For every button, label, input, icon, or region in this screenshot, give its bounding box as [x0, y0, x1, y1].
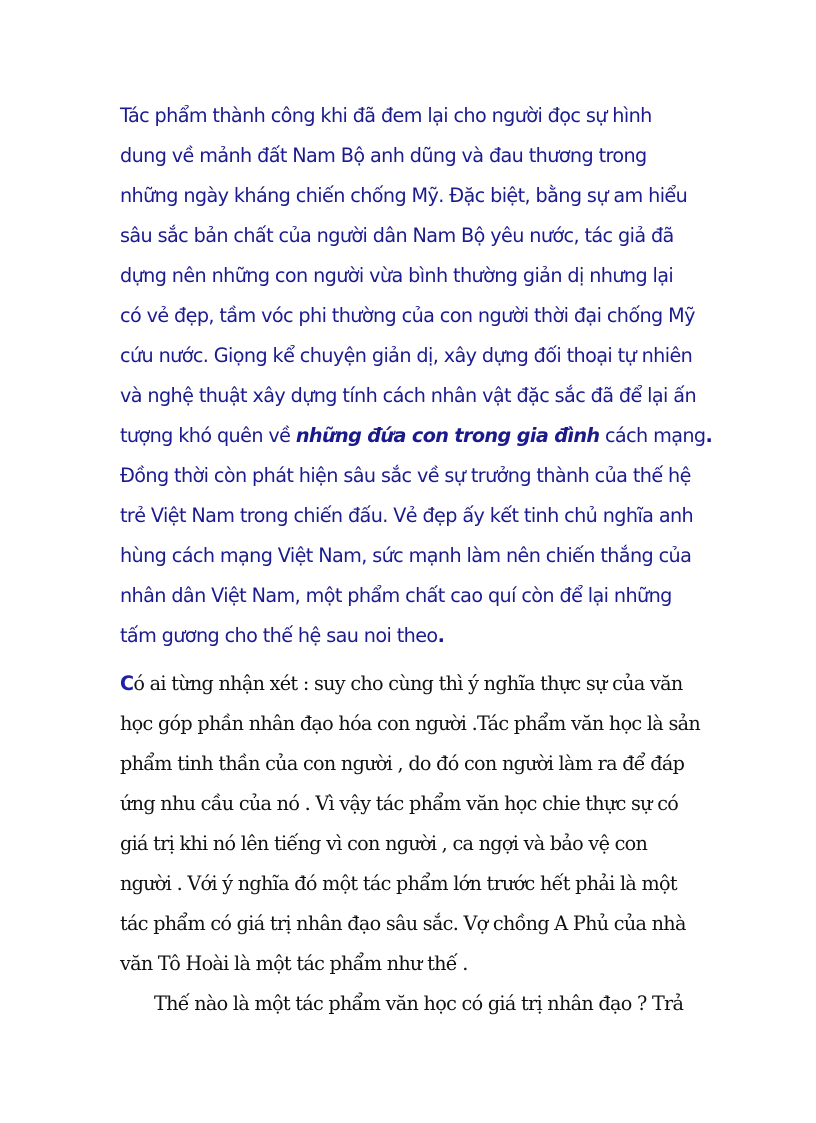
text-run: Thế nào là một tác phẩm văn học có giá trị nhân đạo ? Trả — [154, 992, 684, 1015]
paragraph-question — [120, 984, 720, 1024]
text-line: văn Tô Hoài là một tác phẩm như thế . — [120, 952, 468, 975]
text-run: tượng khó quên về — [120, 424, 296, 447]
text-line: những ngày kháng chiến chống Mỹ. Đặc biệt, bằng sự am hiểu — [120, 184, 688, 207]
text-run: cách mạng — [599, 424, 706, 447]
text-line: nhân dân Việt Nam, một phẩm chất cao quí còn để lại những — [120, 584, 672, 607]
text-line: hùng cách mạng Việt Nam, sức mạnh làm nên chiến thắng của — [120, 544, 692, 567]
text-line: học góp phần nhân đạo hóa con người .Tác phẩm văn học là sản — [120, 712, 700, 735]
text-line: sâu sắc bản chất của người dân Nam Bộ yêu nước, tác giả đã — [120, 224, 674, 247]
text-line: người . Với ý nghĩa đó một tác phẩm lớn trước hết phải là một — [120, 872, 677, 895]
emphasized-title: những đứa con trong gia đình — [295, 424, 600, 447]
text-line: Đồng thời còn phát hiện sâu sắc về sự trưởng thành của thế hệ — [120, 464, 691, 487]
text-run: ó ai từng nhận xét : suy cho cùng thì ý nghĩa thực sự của văn — [133, 672, 683, 695]
text-line: có vẻ đẹp, tầm vóc phi thường của con người thời đại chống Mỹ — [120, 304, 695, 327]
drop-cap-letter: C — [120, 672, 134, 695]
text-line — [120, 984, 720, 1024]
text-run: tấm gương cho thế hệ sau noi theo — [120, 624, 438, 647]
text-line — [120, 616, 720, 656]
bold-period: . — [437, 624, 445, 647]
text-line: Tác phẩm thành công khi đã đem lại cho người đọc sự hình — [120, 104, 652, 127]
text-line: trẻ Việt Nam trong chiến đấu. Vẻ đẹp ấy kết tinh chủ nghĩa anh — [120, 504, 694, 527]
text-line: dung về mảnh đất Nam Bộ anh dũng và đau thương trong — [120, 144, 647, 167]
text-line: phẩm tinh thần của con người , do đó con người làm ra để đáp — [120, 752, 685, 775]
text-line: tác phẩm có giá trị nhân đạo sâu sắc. Vợ chồng A Phủ của nhà — [120, 912, 686, 935]
text-line: dựng nên những con người vừa bình thường giản dị nhưng lại — [120, 264, 674, 287]
text-line — [120, 664, 720, 704]
text-line: và nghệ thuật xây dựng tính cách nhân vật đặc sắc đã để lại ấn — [120, 384, 697, 407]
text-line: ứng nhu cầu của nó . Vì vậy tác phẩm văn học chie thực sự có — [120, 792, 679, 815]
bold-period: . — [705, 424, 713, 447]
text-line: cứu nước. Giọng kể chuyện giản dị, xây dựng đối thoại tự nhiên — [120, 344, 693, 367]
paragraph-summary — [120, 96, 720, 656]
paragraph-intro — [120, 664, 720, 984]
text-line — [120, 416, 720, 456]
text-line: giá trị khi nó lên tiếng vì con người , ca ngợi và bảo vệ con — [120, 832, 648, 855]
